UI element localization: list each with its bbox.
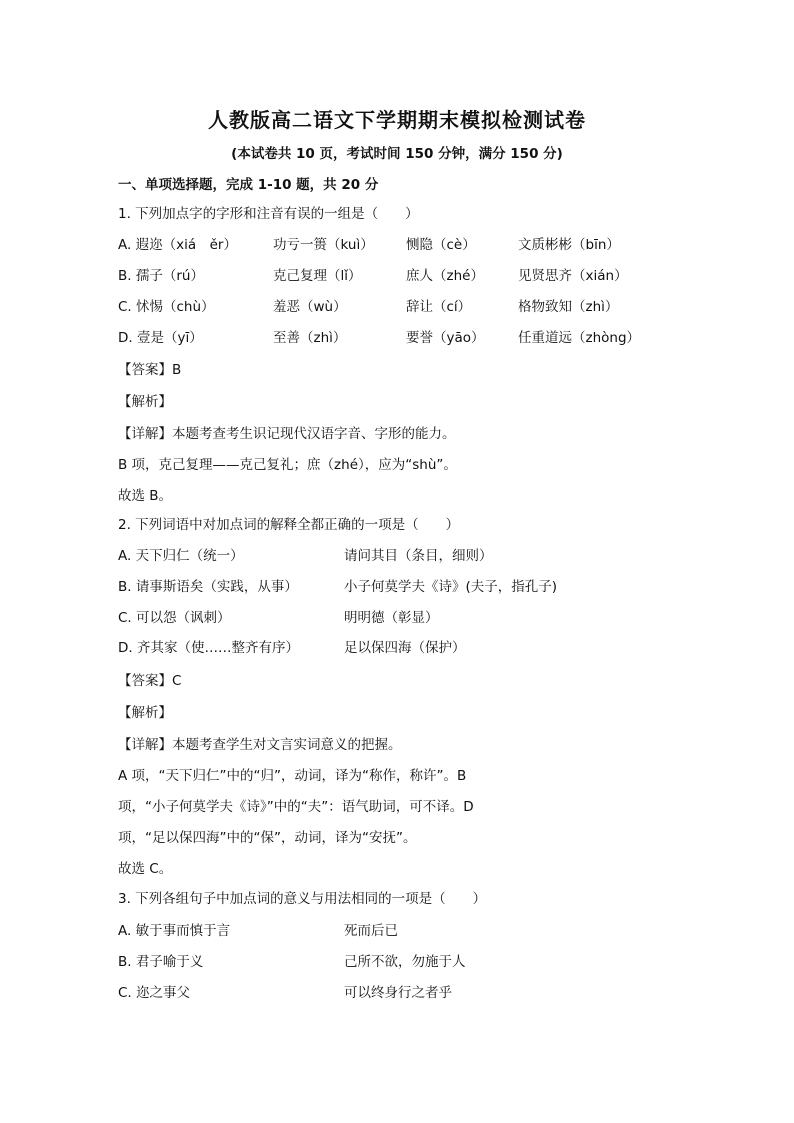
option-cell: C. 可以怨（讽刺） [118,610,231,626]
option-cell: 恻隐（cè） [406,237,476,253]
option-cell: 己所不欲，勿施于人 [344,954,466,970]
option-cell: B. 请事斯语矣（实践，从事） [118,579,298,595]
option-cell: 庶人（zhé） [406,268,484,284]
question-1-note: B 项，克己复理——克己复礼；庶（zhé），应为“shù”。 [118,457,457,473]
option-cell: 格物致知（zhì） [518,299,619,315]
question-1-analysis-label: 【解析】 [118,394,172,410]
option-cell: 辞让（cí） [406,299,472,315]
question-2-analysis-line: 项，“足以保四海”中的“保”，动词，译为“安抚”。 [118,830,417,846]
option-cell: D. 壹是（yī） [118,330,203,346]
option-cell: B. 孺子（rú） [118,268,204,284]
question-1-conclusion: 故选 B。 [118,488,173,504]
page-subtitle: (本试卷共 10 页，考试时间 150 分钟，满分 150 分) [231,146,563,162]
question-1-answer: 【答案】B [118,362,182,378]
option-cell: C. 怵惕（chù） [118,299,215,315]
option-cell: 文质彬彬（bīn） [518,237,620,253]
option-cell: 明明德（彰显） [344,610,439,626]
question-2-answer: 【答案】C [118,673,182,689]
option-cell: A. 天下归仁（统一） [118,548,244,564]
question-2-conclusion: 故选 C。 [118,861,173,877]
option-cell: D. 齐其家（使……整齐有序） [118,640,299,656]
option-cell: 见贤思齐（xián） [518,268,628,284]
question-1-stem: 1. 下列加点字的字形和注音有误的一组是（ ） [118,206,419,222]
option-cell: 要誉（yāo） [406,330,485,346]
option-cell: 羞恶（wù） [273,299,347,315]
option-cell: 足以保四海（保护） [344,640,466,656]
option-cell: 克己复理（lǐ） [273,268,362,284]
option-cell: A. 遐迩（xiá ěr） [118,237,237,253]
option-cell: 请问其目（条目，细则） [344,548,493,564]
section-heading: 一、单项选择题，完成 1-10 题，共 20 分 [118,177,379,193]
option-cell: 至善（zhì） [273,330,347,346]
option-cell: B. 君子喻于义 [118,954,204,970]
question-2-stem: 2. 下列词语中对加点词的解释全都正确的一项是（ ） [118,517,460,533]
question-1-detail: 【详解】本题考查考生识记现代汉语字音、字形的能力。 [118,426,456,442]
option-cell: 功亏一篑（kuì） [273,237,374,253]
question-2-analysis-line: A 项，“天下归仁”中的“归”，动词，译为“称作，称许”。B [118,768,467,784]
option-cell: A. 敏于事而慎于言 [118,923,231,939]
option-cell: 小子何莫学夫《诗》(夫子，指孔子) [344,579,558,595]
page-title: 人教版高二语文下学期期末模拟检测试卷 [208,108,586,132]
option-cell: 任重道远（zhòng） [518,330,641,346]
question-3-stem: 3. 下列各组句子中加点词的意义与用法相同的一项是（ ） [118,891,487,907]
option-cell: C. 迩之事父 [118,985,191,1001]
option-cell: 可以终身行之者乎 [344,985,452,1001]
question-2-analysis-line: 项，“小子何莫学夫《诗》”中的“夫”：语气助词，可不译。D [118,799,474,815]
question-2-analysis-label: 【解析】 [118,705,172,721]
option-cell: 死而后已 [344,923,398,939]
question-2-detail: 【详解】本题考查学生对文言实词意义的把握。 [118,737,402,753]
